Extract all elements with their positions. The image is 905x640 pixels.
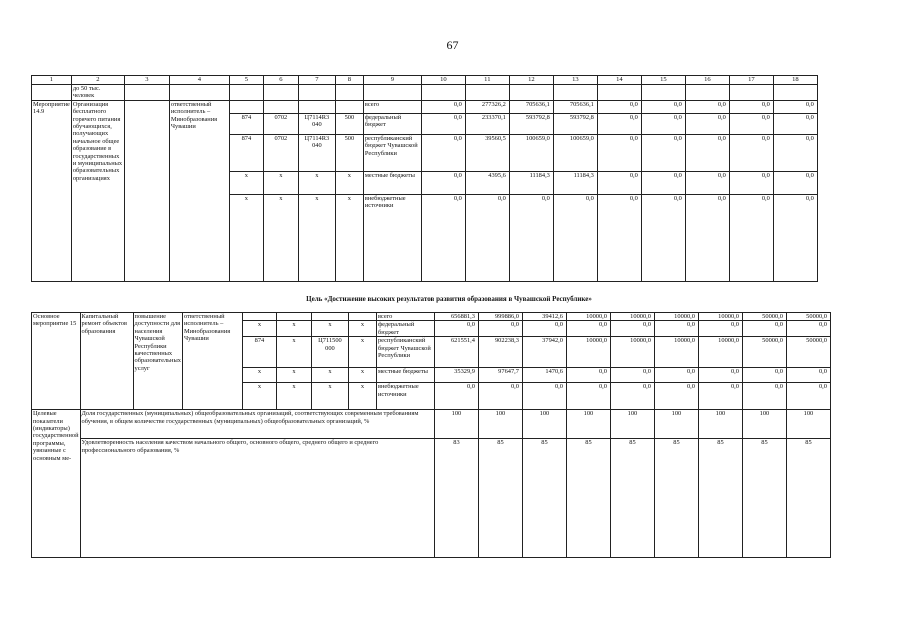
amount-cell: 0,0	[478, 383, 522, 410]
amount-cell: 4395,6	[465, 171, 509, 194]
amount-cell: 0,0	[465, 194, 509, 281]
amount-cell: 39412,6	[522, 313, 566, 321]
amount-cell: 0,0	[773, 100, 817, 113]
code-cell	[229, 100, 263, 113]
code-cell	[276, 313, 311, 321]
funding-source: федеральный бюджет	[376, 321, 434, 337]
indicator-value: 100	[786, 410, 830, 439]
amount-cell: 0,0	[729, 171, 773, 194]
amount-cell: 0,0	[421, 171, 465, 194]
code-cell: x	[311, 383, 348, 410]
column-number-row	[32, 76, 818, 85]
goal-cell	[124, 100, 169, 281]
code-cell: x	[335, 171, 363, 194]
amount-cell: 0,0	[597, 100, 641, 113]
column-number: 16	[685, 76, 729, 85]
code-cell	[263, 100, 298, 113]
indicator-value: 100	[654, 410, 698, 439]
code-cell: x	[263, 194, 298, 281]
funding-source: всего	[376, 313, 434, 321]
code-cell: x	[348, 321, 376, 337]
code-cell	[348, 313, 376, 321]
amount-cell: 656881,3	[434, 313, 478, 321]
amount-cell: 0,0	[553, 194, 597, 281]
amount-cell: 0,0	[434, 321, 478, 337]
amount-cell: 0,0	[610, 368, 654, 383]
indicator-value: 100	[478, 410, 522, 439]
amount-cell: 0,0	[421, 194, 465, 281]
code-cell: Ц711500 000	[311, 337, 348, 368]
amount-cell: 50000,0	[786, 313, 830, 321]
code-cell: x	[298, 171, 335, 194]
activity-name: Организация бесплатного горячего питания обучающихся, получающих начальное общее образование в государственных и муниципальных образовательных организациях	[71, 100, 124, 281]
continuation-text: до 50 тыс. человек	[71, 85, 124, 101]
indicator-row	[32, 439, 831, 558]
code-cell: x	[242, 321, 276, 337]
amount-cell: 0,0	[729, 100, 773, 113]
funding-source: местные бюджеты	[363, 171, 421, 194]
page-number: 67	[446, 38, 459, 52]
code-cell	[335, 100, 363, 113]
column-number: 5	[229, 76, 263, 85]
amount-cell: 0,0	[698, 368, 742, 383]
amount-cell: 10000,0	[698, 313, 742, 321]
amount-cell: 0,0	[773, 194, 817, 281]
code-cell: x	[335, 194, 363, 281]
amount-cell: 0,0	[641, 134, 685, 171]
amount-cell: 97647,7	[478, 368, 522, 383]
amount-cell: 0,0	[685, 113, 729, 134]
amount-cell: 0,0	[478, 321, 522, 337]
amount-cell: 0,0	[729, 194, 773, 281]
amount-cell: 0,0	[597, 171, 641, 194]
code-cell: x	[276, 368, 311, 383]
amount-cell: 0,0	[773, 134, 817, 171]
amount-cell: 0,0	[654, 383, 698, 410]
amount-cell: 11184,3	[509, 171, 553, 194]
funding-source: местные бюджеты	[376, 368, 434, 383]
column-number: 11	[465, 76, 509, 85]
amount-cell: 39560,5	[465, 134, 509, 171]
column-number: 1	[32, 76, 72, 85]
amount-cell: 1470,6	[522, 368, 566, 383]
code-cell: 0702	[263, 134, 298, 171]
column-number: 15	[641, 76, 685, 85]
amount-cell: 35329,9	[434, 368, 478, 383]
amount-cell: 0,0	[786, 383, 830, 410]
code-cell: 874	[242, 337, 276, 368]
executor-cell: ответственный исполнитель – Минобразования Чувашии	[169, 100, 229, 281]
amount-cell: 0,0	[685, 134, 729, 171]
amount-cell: 0,0	[597, 134, 641, 171]
funding-source: внебюджетные источники	[363, 194, 421, 281]
amount-cell: 50000,0	[742, 313, 786, 321]
amount-cell: 277326,2	[465, 100, 509, 113]
amount-cell: 0,0	[566, 383, 610, 410]
column-number: 18	[773, 76, 817, 85]
amount-cell: 902238,3	[478, 337, 522, 368]
amount-cell: 705636,1	[553, 100, 597, 113]
amount-cell: 0,0	[742, 383, 786, 410]
indicator-value: 85	[698, 439, 742, 558]
amount-cell: 10000,0	[654, 337, 698, 368]
code-cell: x	[276, 337, 311, 368]
code-cell: x	[348, 383, 376, 410]
column-number: 12	[509, 76, 553, 85]
column-number: 10	[421, 76, 465, 85]
amount-cell: 0,0	[597, 194, 641, 281]
code-cell: 500	[335, 113, 363, 134]
indicator-value: 100	[698, 410, 742, 439]
goal-title: Цель «Достижение высоких результатов развития образования в Чувашской Республике»	[306, 295, 592, 303]
column-number: 4	[169, 76, 229, 85]
amount-cell: 100659,0	[553, 134, 597, 171]
amount-cell: 0,0	[773, 171, 817, 194]
amount-cell: 0,0	[421, 100, 465, 113]
code-cell: x	[298, 194, 335, 281]
indicator-value: 85	[478, 439, 522, 558]
amount-cell: 10000,0	[610, 313, 654, 321]
amount-cell: 0,0	[685, 100, 729, 113]
amount-cell: 100659,0	[509, 134, 553, 171]
amount-cell: 999886,0	[478, 313, 522, 321]
indicator-value: 85	[566, 439, 610, 558]
amount-cell: 0,0	[566, 368, 610, 383]
code-cell: 0702	[263, 113, 298, 134]
indicator-value: 85	[654, 439, 698, 558]
budget-table-part-1	[31, 75, 818, 282]
amount-cell: 0,0	[698, 383, 742, 410]
column-number: 8	[335, 76, 363, 85]
amount-cell: 0,0	[610, 383, 654, 410]
goal-cell: повышение доступности для населения Чувашской Республики качественных образовательных услуг	[133, 313, 182, 410]
code-cell: x	[263, 171, 298, 194]
amount-cell: 0,0	[786, 368, 830, 383]
column-number: 7	[298, 76, 335, 85]
amount-cell: 593792,8	[553, 113, 597, 134]
activity-name: Капитальный ремонт объектов образования	[80, 313, 133, 410]
amount-cell: 0,0	[742, 368, 786, 383]
indicator-value: 100	[610, 410, 654, 439]
amount-cell: 593792,8	[509, 113, 553, 134]
amount-cell: 10000,0	[654, 313, 698, 321]
funding-source: внебюджетные источники	[376, 383, 434, 410]
indicator-value: 100	[566, 410, 610, 439]
table-row	[32, 100, 818, 113]
amount-cell: 0,0	[610, 321, 654, 337]
budget-table-part-2	[31, 312, 831, 558]
column-number: 9	[363, 76, 421, 85]
code-cell: Ц7114R3 040	[298, 134, 335, 171]
amount-cell: 0,0	[641, 100, 685, 113]
table-row	[32, 313, 831, 321]
amount-cell: 50000,0	[786, 337, 830, 368]
amount-cell: 0,0	[522, 321, 566, 337]
activity-label: Основное мероприятие 15	[32, 313, 81, 410]
indicator-value: 83	[434, 439, 478, 558]
code-cell: x	[242, 383, 276, 410]
amount-cell: 0,0	[434, 383, 478, 410]
amount-cell: 0,0	[654, 368, 698, 383]
activity-label: Мероприятие 14.9	[32, 100, 72, 281]
indicator-text: Удовлетворенность населения качеством начального общего, основного общего, среднего общего и среднего профессионального образования, %	[80, 439, 434, 558]
amount-cell: 0,0	[773, 113, 817, 134]
funding-source: федеральный бюджет	[363, 113, 421, 134]
code-cell: x	[348, 368, 376, 383]
continuation-row	[32, 85, 818, 101]
code-cell	[311, 313, 348, 321]
amount-cell: 50000,0	[742, 337, 786, 368]
indicator-value: 85	[786, 439, 830, 558]
column-number: 17	[729, 76, 773, 85]
indicator-value: 85	[742, 439, 786, 558]
amount-cell: 0,0	[522, 383, 566, 410]
amount-cell: 0,0	[654, 321, 698, 337]
amount-cell: 10000,0	[610, 337, 654, 368]
code-cell: x	[311, 368, 348, 383]
amount-cell: 621551,4	[434, 337, 478, 368]
amount-cell: 0,0	[698, 321, 742, 337]
funding-source: республиканский бюджет Чувашской Республики	[363, 134, 421, 171]
amount-cell: 0,0	[742, 321, 786, 337]
amount-cell: 10000,0	[566, 337, 610, 368]
amount-cell: 0,0	[685, 171, 729, 194]
funding-source: всего	[363, 100, 421, 113]
amount-cell: 37942,0	[522, 337, 566, 368]
amount-cell: 0,0	[786, 321, 830, 337]
amount-cell: 10000,0	[566, 313, 610, 321]
indicator-value: 100	[522, 410, 566, 439]
code-cell: 874	[229, 134, 263, 171]
amount-cell: 705636,1	[509, 100, 553, 113]
column-number: 3	[124, 76, 169, 85]
code-cell: x	[229, 171, 263, 194]
amount-cell: 0,0	[729, 113, 773, 134]
column-number: 13	[553, 76, 597, 85]
code-cell: x	[242, 368, 276, 383]
amount-cell: 0,0	[685, 194, 729, 281]
column-number: 2	[71, 76, 124, 85]
code-cell: 874	[229, 113, 263, 134]
amount-cell: 0,0	[597, 113, 641, 134]
code-cell: x	[348, 337, 376, 368]
amount-cell: 0,0	[729, 134, 773, 171]
amount-cell: 0,0	[641, 113, 685, 134]
code-cell: Ц7114R3 040	[298, 113, 335, 134]
indicator-row	[32, 410, 831, 439]
code-cell: x	[276, 321, 311, 337]
amount-cell: 0,0	[641, 171, 685, 194]
amount-cell: 0,0	[421, 113, 465, 134]
amount-cell: 11184,3	[553, 171, 597, 194]
amount-cell: 0,0	[566, 321, 610, 337]
amount-cell: 0,0	[641, 194, 685, 281]
amount-cell: 233370,1	[465, 113, 509, 134]
code-cell: x	[276, 383, 311, 410]
amount-cell: 0,0	[421, 134, 465, 171]
indicator-value: 100	[434, 410, 478, 439]
indicators-label: Целевые показатели (индикаторы) государственной программы, увязанные с основным ме-	[32, 410, 81, 558]
code-cell	[298, 100, 335, 113]
funding-source: республиканский бюджет Чувашской Республики	[376, 337, 434, 368]
indicator-text: Доля государственных (муниципальных) общеобразовательных организаций, соответствующих современным требованиям обучения, в общем количестве государственных (муниципальных) общеобразовательных организаций, %	[80, 410, 434, 439]
code-cell: x	[311, 321, 348, 337]
indicator-value: 85	[610, 439, 654, 558]
amount-cell: 10000,0	[698, 337, 742, 368]
column-number: 14	[597, 76, 641, 85]
indicator-value: 100	[742, 410, 786, 439]
code-cell: x	[229, 194, 263, 281]
code-cell: 500	[335, 134, 363, 171]
column-number: 6	[263, 76, 298, 85]
amount-cell: 0,0	[509, 194, 553, 281]
code-cell	[242, 313, 276, 321]
indicator-value: 85	[522, 439, 566, 558]
executor-cell: ответственный исполнитель – Минобразования Чувашии	[182, 313, 242, 410]
